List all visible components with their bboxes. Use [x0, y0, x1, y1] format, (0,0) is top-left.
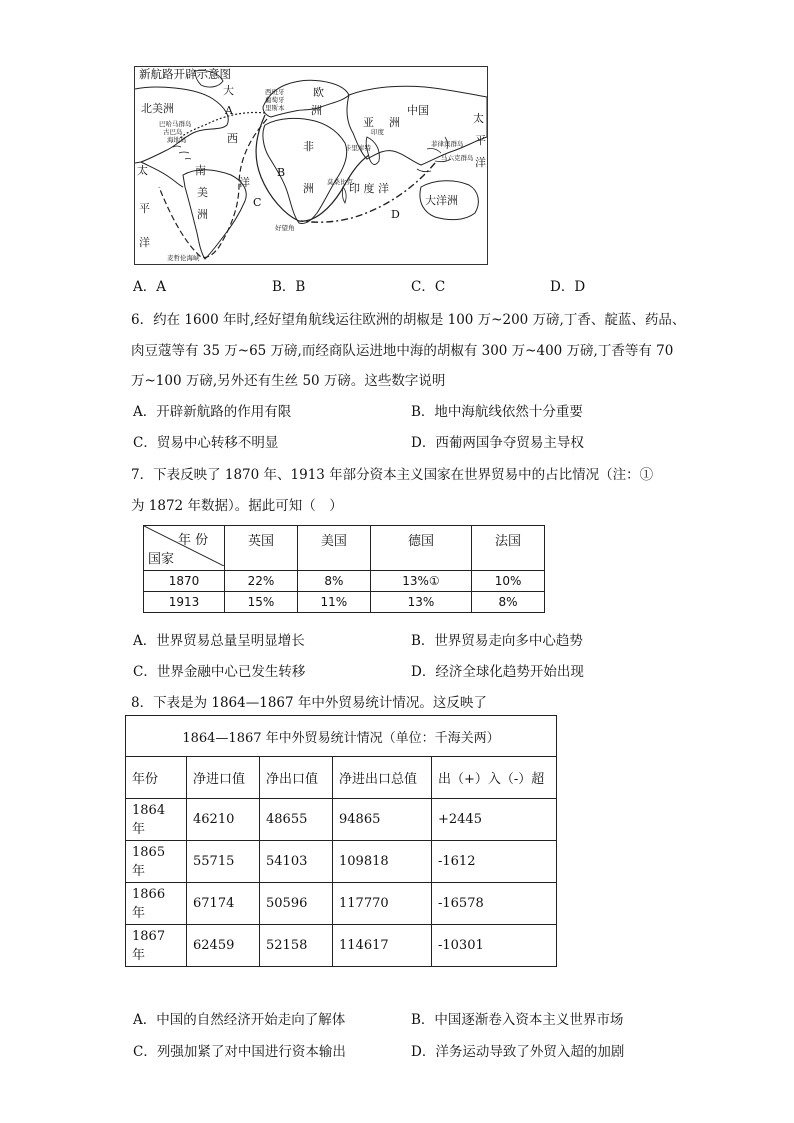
label-pacific-east-2: 平	[475, 134, 486, 147]
q6-line-1: 6．约在 1600 年时,经好望角航线运往欧洲的胡椒是 100 万~200 万磅,丁香、靛蓝、药品、	[131, 312, 686, 328]
label-pacific-west-3: 洋	[139, 236, 150, 249]
table-row	[144, 571, 545, 592]
q8-cell: 48655	[260, 799, 333, 841]
table-row	[144, 592, 545, 613]
q5-option-b[interactable]: B．B	[272, 279, 306, 295]
q7-cell: 1913	[144, 592, 225, 613]
label-south-2: 美	[197, 186, 208, 199]
label-south-3: 洲	[197, 208, 208, 221]
label-china: 中国	[407, 104, 429, 117]
label-route-d: D	[391, 208, 400, 221]
q7-corner-cell	[144, 526, 225, 571]
q8-option-b[interactable]: B．中国逐渐卷入资本主义世界市场	[411, 1012, 624, 1028]
table-row	[126, 883, 557, 925]
table-row	[126, 799, 557, 841]
q8-cell: 55715	[187, 841, 260, 883]
label-oceania: 大洋洲	[425, 194, 458, 207]
label-route-c: C	[253, 196, 262, 209]
label-portugal: 葡萄牙	[265, 96, 285, 104]
label-europe-2: 洲	[311, 104, 322, 117]
new-sea-routes-map	[134, 66, 488, 265]
label-mozambique: 莫桑比克	[327, 178, 353, 186]
q7-header-france: 法国	[472, 526, 545, 571]
q8-cell: +2445	[432, 799, 557, 841]
q8-header-year: 年份	[126, 757, 187, 799]
madagascar-outline	[342, 187, 346, 203]
q7-cell: 10%	[472, 571, 545, 592]
q8-header-balance: 出（+）入（-）超	[432, 757, 557, 799]
label-pacific-east-1: 太	[473, 112, 484, 125]
label-route-b: B	[277, 166, 286, 179]
q8-cell: -10301	[432, 925, 557, 967]
q8-cell: -1612	[432, 841, 557, 883]
q8-cell: 62459	[187, 925, 260, 967]
label-pacific-west-2: 平	[139, 202, 150, 215]
south-america-outline	[183, 170, 246, 259]
q6-option-a[interactable]: A．开辟新航路的作用有限	[133, 404, 292, 420]
label-india: 印度	[371, 128, 384, 136]
label-indian-ocean: 印 度 洋	[349, 182, 389, 195]
q8-header-exports: 净出口值	[260, 757, 333, 799]
table-row	[126, 841, 557, 883]
q8-cell: 1864 年	[126, 799, 187, 841]
q8-cell: 54103	[260, 841, 333, 883]
q8-cell: 94865	[333, 799, 432, 841]
label-route-a: A	[225, 104, 233, 117]
label-spain: 西班牙	[265, 88, 285, 96]
q7-header-uk: 英国	[225, 526, 298, 571]
q8-option-a[interactable]: A．中国的自然经济开始走向了解体	[133, 1012, 346, 1028]
corner-country-label: 国家	[148, 552, 175, 567]
q7-cell: 8%	[297, 571, 370, 592]
q8-cell: 52158	[260, 925, 333, 967]
q7-cell: 13%	[370, 592, 471, 613]
label-haiti: 海地岛	[167, 136, 187, 144]
q7-table-header-row	[144, 526, 545, 571]
label-philippines: 菲律宾群岛	[431, 140, 464, 148]
q8-header-row	[126, 757, 557, 799]
q6-line-3: 万~100 万磅,另外还有生丝 50 万磅。这些数字说明	[131, 373, 446, 389]
q7-cell: 15%	[225, 592, 298, 613]
label-asia-1: 亚	[363, 116, 374, 129]
q8-cell: 67174	[187, 883, 260, 925]
q8-caption-row	[126, 716, 557, 757]
q8-option-d[interactable]: D．洋务运动导致了外贸入超的加剧	[411, 1044, 625, 1060]
corner-year-label: 年 份	[178, 533, 209, 548]
q8-cell: 50596	[260, 883, 333, 925]
label-atlantic-2: 西	[227, 132, 238, 145]
map-drawing	[135, 67, 487, 264]
q7-header-germany: 德国	[370, 526, 471, 571]
label-cape-of-good-hope: 好望角	[275, 224, 295, 232]
q8-line-1: 8．下表是为 1864—1867 年中外贸易统计情况。这反映了	[131, 695, 487, 711]
label-cuba: 古巴岛	[163, 128, 183, 136]
q7-cell: 1870	[144, 571, 225, 592]
table-row	[126, 925, 557, 967]
label-calicut: 卡里库特	[345, 144, 371, 152]
q6-option-b[interactable]: B．地中海航线依然十分重要	[411, 404, 583, 420]
africa-outline	[263, 118, 347, 223]
q8-header-total: 净进出口总值	[333, 757, 432, 799]
label-lisbon: 里斯本	[265, 104, 285, 112]
label-europe-1: 欧	[313, 86, 324, 99]
q7-option-d[interactable]: D．经济全球化趋势开始出现	[411, 664, 584, 680]
q8-table	[125, 715, 557, 967]
label-magellan-strait: 麦哲伦海峡	[167, 254, 200, 262]
q5-option-d[interactable]: D．D	[550, 279, 586, 295]
label-atlantic-3: 洋	[239, 176, 250, 189]
q7-option-c[interactable]: C．世界金融中心已发生转移	[133, 664, 306, 680]
q5-option-c[interactable]: C．C	[411, 279, 446, 295]
q8-cell: 109818	[333, 841, 432, 883]
q8-option-c[interactable]: C．列强加紧了对中国进行资本输出	[133, 1044, 346, 1060]
q8-cell: 1866 年	[126, 883, 187, 925]
q8-cell: 1867 年	[126, 925, 187, 967]
q7-table	[143, 525, 545, 613]
q7-cell: 11%	[297, 592, 370, 613]
map-title: 新航路开辟示意图	[139, 67, 231, 81]
q7-cell: 22%	[225, 571, 298, 592]
q6-option-d[interactable]: D．西葡两国争夺贸易主导权	[411, 435, 584, 451]
q7-line-2: 为 1872 年数据）。据此可知（ ）	[131, 498, 343, 514]
caribbean-islands	[173, 146, 191, 159]
label-africa-2: 洲	[303, 182, 314, 195]
q8-cell: 114617	[333, 925, 432, 967]
q6-option-c[interactable]: C．贸易中心转移不明显	[133, 435, 279, 451]
q7-cell: 13%①	[370, 571, 471, 592]
label-pacific-east-3: 洋	[475, 156, 486, 169]
q6-line-2: 肉豆蔻等有 35 万~65 万磅,而经商队运进地中海的胡椒有 300 万~400 万磅,丁香等有 70	[131, 343, 674, 359]
label-atlantic-1: 大	[223, 84, 234, 97]
q7-option-a[interactable]: A．世界贸易总量呈明显增长	[133, 633, 305, 649]
q7-header-us: 美国	[297, 526, 370, 571]
label-bahamas: 巴哈马群岛	[159, 120, 192, 128]
q8-cell: -16578	[432, 883, 557, 925]
label-south-1: 南	[195, 164, 206, 177]
q8-cell: 1865 年	[126, 841, 187, 883]
q7-cell: 8%	[472, 592, 545, 613]
label-north-america: 北美洲	[141, 102, 174, 115]
q8-header-imports: 净进口值	[187, 757, 260, 799]
q5-option-a[interactable]: A．A	[133, 279, 166, 295]
label-africa-1: 非	[303, 140, 314, 153]
q7-line-1: 7．下表反映了 1870 年、1913 年部分资本主义国家在世界贸易中的占比情况（注：①	[131, 467, 654, 483]
q8-cell: 117770	[333, 883, 432, 925]
q8-cell: 46210	[187, 799, 260, 841]
label-moluccas: 马六克群岛	[441, 154, 474, 162]
q8-table-caption: 1864—1867 年中外贸易统计情况（单位：千海关两）	[126, 716, 557, 757]
q7-option-b[interactable]: B．世界贸易走向多中心趋势	[411, 633, 583, 649]
label-pacific-west-1: 太	[137, 164, 148, 177]
label-asia-2: 洲	[389, 116, 400, 129]
